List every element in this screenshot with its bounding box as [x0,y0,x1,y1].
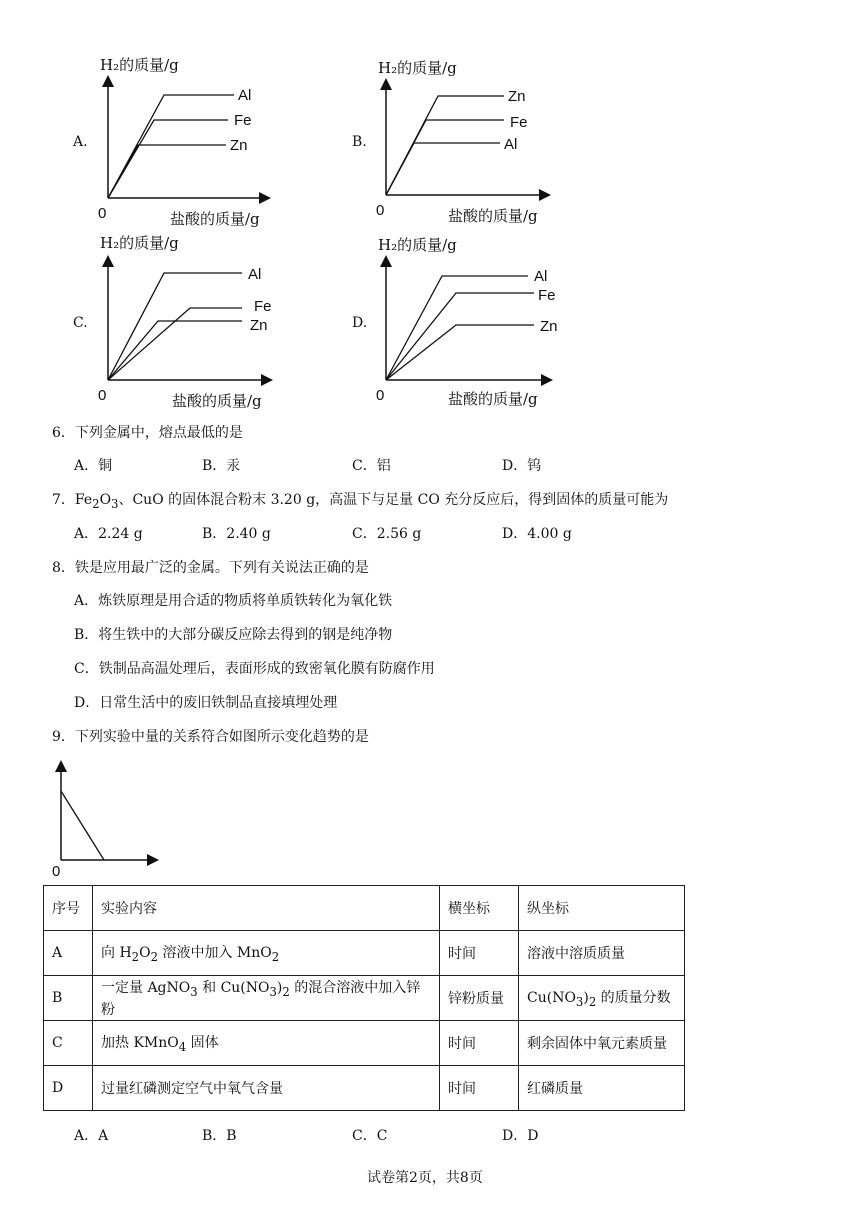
graph-d-series-3: Zn [540,318,558,335]
table-cell-content: 向 $H_2O_2$ 溶液中加入 MnO$_2$ [93,931,440,976]
graph-b-origin: 0 [376,202,385,219]
q6-option-a[interactable]: A．铜 [74,458,113,474]
q7-option-c[interactable]: C．2.56 g [352,526,422,542]
q7-option-a[interactable]: A．2.24 g [74,526,143,542]
graph-c-series-3: Zn [250,317,268,334]
table-header-row [44,886,685,931]
graph-d-letter: D. [352,315,368,331]
table-cell-id: A [44,931,93,976]
table-cell-id: C [44,1021,93,1066]
table-header-cell: 序号 [44,886,93,931]
table-header-cell: 纵坐标 [519,886,685,931]
graph-d-series-2: Fe [538,287,556,304]
q6-option-c[interactable]: C．铝 [352,458,391,474]
graph-c-series-2: Fe [254,298,272,315]
graph-c-origin: 0 [98,387,107,404]
graph-a [90,52,290,230]
graph-c-letter: C. [73,315,88,331]
table-cell-y: 剩余固体中氧元素质量 [519,1021,685,1066]
q6-stem: 6．下列金属中，熔点最低的是 [52,425,243,441]
q9-option-b[interactable]: B．B [202,1128,237,1144]
graph-c-series-1: Al [248,266,262,283]
table-cell-content: 加热 KMnO$_4$ 固体 [93,1021,440,1066]
q9-stem: 9．下列实验中量的关系符合如图所示变化趋势的是 [52,729,369,745]
q9-table [43,885,685,1111]
q9-graph [44,755,169,880]
q9-graph-origin: 0 [52,863,61,880]
graph-d [368,232,578,410]
table-row [44,931,685,976]
graph-a-series-3: Zn [230,137,248,154]
q8-option-b[interactable]: B．将生铁中的大部分碳反应除去得到的钢是纯净物 [74,627,393,643]
q8-option-c[interactable]: C．铁制品高温处理后，表面形成的致密氧化膜有防腐作用 [74,661,435,677]
graph-b-ylabel: H₂的质量/g [378,59,457,77]
table-cell-content: 一定量 AgNO$_3$ 和 $Cu(NO_3)_2$ 的混合溶液中加入锌粉 [93,976,440,1021]
table-cell-y: $Cu(NO_3)_2$ 的质量分数 [519,976,685,1021]
graph-a-letter: A. [73,134,88,150]
graph-a-ylabel: H₂的质量/g [100,56,179,74]
q7-option-b[interactable]: B．2.40 g [202,526,271,542]
graph-a-series-2: Fe [234,112,252,129]
table-row [44,1021,685,1066]
graph-b-series-1: Zn [508,88,526,105]
graph-d-ylabel: H₂的质量/g [378,236,457,254]
graph-d-series-1: Al [534,268,548,285]
table-cell-x: 时间 [440,931,519,976]
q8-option-a[interactable]: A．炼铁原理是用合适的物质将单质铁转化为氧化铁 [74,593,393,609]
q7-stem: 7．$Fe_2O_3$、CuO 的固体混合粉末 3.20 g，高温下与足量 CO 充分反应后，得到固体的质量可能为 [52,492,669,511]
q9-option-a[interactable]: A．A [74,1128,109,1144]
q9-option-d[interactable]: D．D [502,1128,539,1144]
q8-option-d[interactable]: D．日常生活中的废旧铁制品直接填埋处理 [74,695,338,711]
table-row [44,1066,685,1111]
q7-option-d[interactable]: D．4.00 g [502,526,572,542]
q9-option-c[interactable]: C．C [352,1128,388,1144]
q6-option-b[interactable]: B．汞 [202,458,241,474]
table-cell-x: 时间 [440,1066,519,1111]
table-cell-content: 过量红磷测定空气中氧气含量 [93,1066,440,1111]
q6-option-d[interactable]: D．钨 [502,458,542,474]
graph-a-origin: 0 [98,205,107,222]
page-footer: 试卷第2页，共8页 [367,1170,483,1186]
graph-c [90,230,290,412]
table-row [44,976,685,1021]
table-cell-id: B [44,976,93,1021]
table-cell-y: 红磷质量 [519,1066,685,1111]
table-cell-x: 时间 [440,1021,519,1066]
graph-b-series-2: Fe [510,114,528,131]
q8-stem: 8．铁是应用最广泛的金属。下列有关说法正确的是 [52,560,369,576]
graph-b-letter: B. [352,134,367,150]
table-header-cell: 横坐标 [440,886,519,931]
graph-d-origin: 0 [376,387,385,404]
graph-c-xlabel: 盐酸的质量/g [172,392,262,410]
graph-c-ylabel: H₂的质量/g [100,234,179,252]
table-cell-x: 锌粉质量 [440,976,519,1021]
graph-b [368,55,568,230]
graph-b-xlabel: 盐酸的质量/g [448,207,538,225]
graph-a-series-1: Al [238,87,252,104]
graph-b-series-3: Al [504,136,518,153]
graph-d-xlabel: 盐酸的质量/g [448,390,538,408]
graph-a-xlabel: 盐酸的质量/g [170,210,260,228]
table-header-cell: 实验内容 [93,886,440,931]
table-cell-id: D [44,1066,93,1111]
table-cell-y: 溶液中溶质质量 [519,931,685,976]
